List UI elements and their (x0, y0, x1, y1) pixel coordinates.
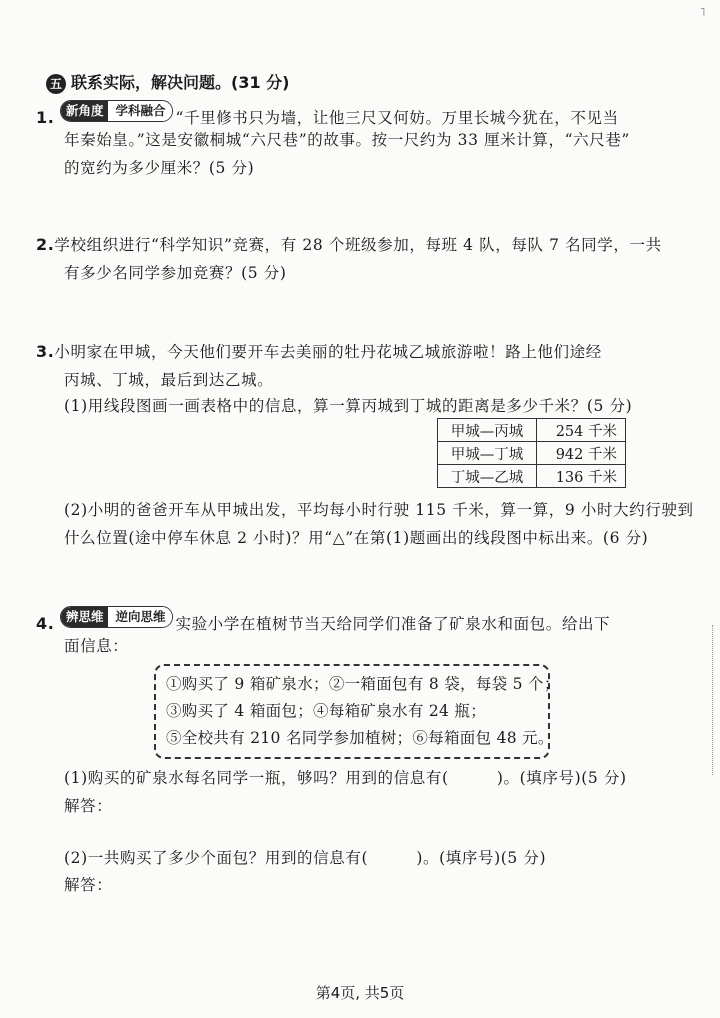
q3-part1: (1)用线段图画一画表格中的信息，算一算丙城到丁城的距离是多少千米？(5 分) (64, 397, 633, 415)
q4-line1 (36, 606, 610, 634)
q4-part1: (1)购买的矿泉水每名同学一瓶，够吗？用到的信息有( )。(填序号)(5 分) (64, 769, 627, 787)
q4-number: 4. (36, 614, 55, 633)
q1-tag (60, 100, 174, 122)
info-box (154, 664, 560, 759)
table-row (438, 465, 626, 488)
info-line-3: ⑤全校共有 210 名同学参加植树；⑥每箱面包 48 元。 (166, 729, 554, 747)
q2-number: 2. (36, 235, 55, 254)
q1-line2: 年秦始皇。”这是安徽桐城“六尺巷”的故事。按一尺约为 33 厘米计算，“六尺巷” (64, 131, 630, 149)
q4-part2: (2)一共购买了多少个面包？用到的信息有( )。(填序号)(5 分) (64, 849, 547, 867)
q4-text-line1: 实验小学在植树节当天给同学们准备了矿泉水和面包。给出下 (175, 615, 611, 633)
distance-table (437, 418, 626, 488)
table-cell-route: 丁城—乙城 (438, 465, 537, 488)
q4-answer1-label: 解答： (64, 797, 113, 815)
table-cell-route: 甲城—丁城 (438, 442, 537, 465)
section-heading (46, 70, 289, 94)
q1-text-line1: “千里修书只为墙，让他三尺又何妨。万里长城今犹在，不见当 (175, 109, 619, 127)
q4-tag-dark: 辨思维 (61, 607, 109, 627)
q4-tag (60, 606, 174, 628)
q3-number: 3. (36, 342, 55, 361)
q1-line3: 的宽约为多少厘米？(5 分) (64, 159, 255, 177)
table-cell-route: 甲城—丙城 (438, 419, 537, 442)
section-title: 联系实际，解决问题。(31 分) (71, 73, 290, 92)
q1-tag-light: 学科融合 (108, 101, 172, 121)
q3-line1 (36, 340, 602, 362)
q4-tag-light: 逆向思维 (108, 607, 172, 627)
q3-text-line1: 小明家在甲城，今天他们要开车去美丽的牡丹花城乙城旅游啦！路上他们途经 (54, 343, 602, 361)
info-line-1: ①购买了 9 箱矿泉水；②一箱面包有 8 袋，每袋 5 个； (166, 675, 560, 693)
q1-line1 (36, 100, 619, 128)
q3-part2-line1: (2)小明的爸爸开车从甲城出发，平均每小时行驶 115 千米，算一算，9 小时大约行驶到 (64, 501, 694, 519)
q2-text-line1: 学校组织进行“科学知识”竞赛，有 28 个班级参加，每班 4 队，每队 7 名同学，一共 (54, 236, 662, 254)
q4-line2: 面信息： (64, 637, 129, 655)
q2-line1 (36, 233, 662, 255)
page-number: 第4页, 共5页 (315, 984, 405, 1002)
info-line-2: ③购买了 4 箱面包；④每箱矿泉水有 24 瓶； (166, 702, 486, 720)
q1-tag-dark: 新角度 (61, 101, 109, 121)
corner-mark: ˥ (700, 6, 706, 19)
table-cell-distance: 254 千米 (537, 419, 626, 442)
table-cell-distance: 136 千米 (537, 465, 626, 488)
q1-number: 1. (36, 108, 55, 127)
margin-dotted-line (712, 625, 713, 775)
table-cell-distance: 942 千米 (537, 442, 626, 465)
q4-answer2-label: 解答： (64, 876, 113, 894)
q3-line2: 丙城、丁城，最后到达乙城。 (64, 371, 274, 389)
table-row (438, 442, 626, 465)
q3-part2-line2: 什么位置(途中停车休息 2 小时)？用“△”在第(1)题画出的线段图中标出来。(6 分) (64, 529, 649, 547)
section-badge: 五 (46, 74, 66, 94)
table-row (438, 419, 626, 442)
q2-line2: 有多少名同学参加竞赛？(5 分) (64, 264, 287, 282)
